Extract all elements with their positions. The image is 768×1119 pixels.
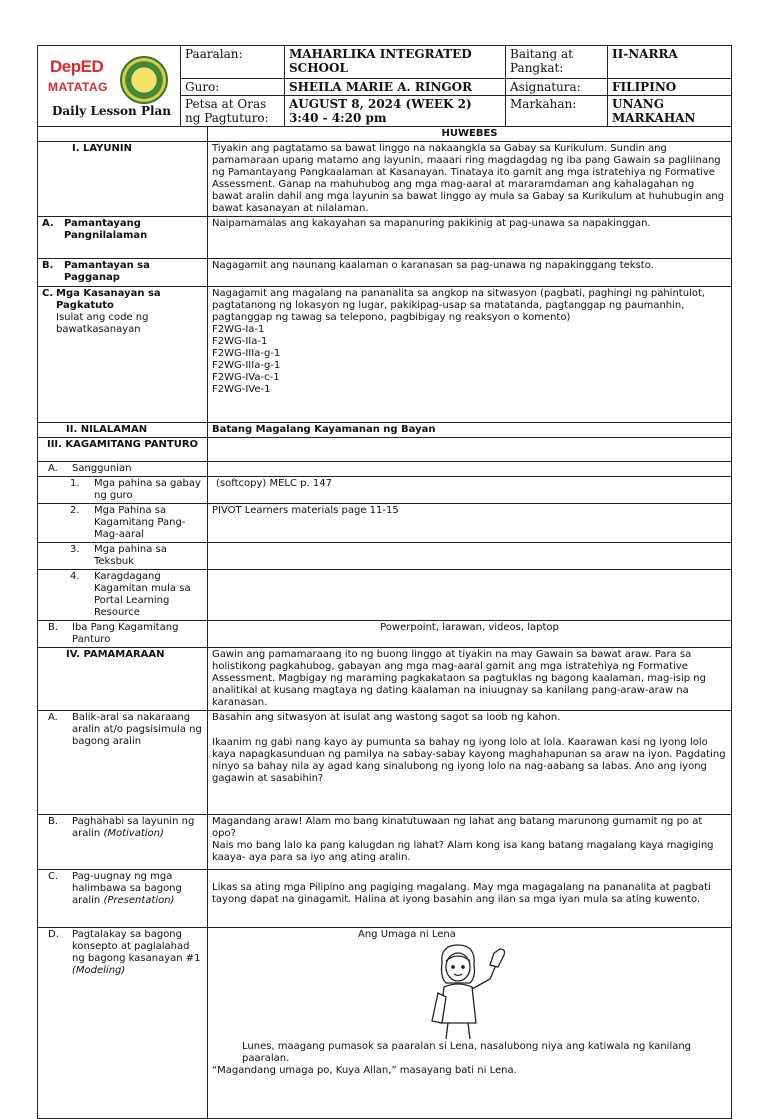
row-letter: D. (48, 929, 59, 940)
row-letter: C. (42, 288, 54, 299)
kasanayan-sub: Isulat ang code ng bawatkasanayan (56, 312, 149, 335)
teksbuk-label (38, 543, 208, 570)
row-letter: B. (48, 816, 59, 827)
kagamitan-value (208, 438, 732, 462)
paghahabi-line: Nais mo bang lalo ka pang kalugdan ng lahat? Alam kong isa kang batang magalang kaya magiging kaaya- aya para sa iyo ang ating aralin. (212, 840, 714, 863)
row-label: Iba Pang Kagamitang Panturo (72, 622, 179, 645)
row-label: Balik-aral sa nakaraang aralin at/o pagsisimula ng bagong aralin (72, 712, 202, 747)
markahan-value: UNANG MARKAHAN (608, 96, 732, 127)
pamamaraan-note: Gawin ang pamamaraang ito ng buong linggo at tiyakin na may Gawain sa bawat araw. Para sa holistikong pagkahubog, gabayan ang mga mag-aaral gamit ang mga istratehiya ng Formative Assessment. Magbigay ng maraming pagkakataon sa pagtuklas ng bagong kaalaman, mag-isip ng analitikal at kusang magtaya ng dating kaalaman na iniuugnay sa kanilang pang-araw-araw na karanasan. (208, 648, 732, 711)
row-label: Sanggunian (72, 463, 132, 474)
main-table (37, 126, 732, 1119)
row-letter: A. (48, 463, 58, 474)
paghahabi-line: Magandang araw! Alam mo bang kinatutuwaan ng lahat ang batang marunong gumamit ng po at opo? (212, 816, 703, 839)
balik-aral-label (38, 711, 208, 815)
pamantayan-pagganap-label (38, 259, 208, 287)
petsa-label: Petsa at Oras ng Pagtuturo: (181, 96, 285, 127)
kasanayan-code: F2WG-IVa-c-1 (212, 372, 280, 383)
deped-logo: DepED (50, 57, 104, 76)
sanggunian-label (38, 462, 208, 477)
row-label: Pag-uugnay ng mga halimbawa sa bagong aralin (72, 871, 182, 906)
teksbuk-value (208, 543, 732, 570)
paaralan-value: MAHARLIKA INTEGRATED SCHOOL (285, 46, 506, 79)
row-label: Paghahabi sa layunin ng aralin (72, 816, 195, 839)
pagtalakay-label (38, 928, 208, 1119)
kagamitang-mag-aaral-value: PIVOT Learners materials page 11-15 (208, 504, 732, 543)
matatag-logo: MATATAG (48, 80, 108, 94)
day-header: HUWEBES (208, 127, 732, 142)
story-paragraph: “Magandang umaga po, Kuya Allan,” masayang bati ni Lena. (212, 1065, 517, 1076)
pamamaraan-label: IV. PAMAMARAAN (38, 648, 208, 711)
row-label: Mga Pahina sa Kagamitang Pang-Mag-aaral (94, 505, 186, 540)
asignatura-value: FILIPINO (608, 79, 732, 96)
pagtalakay-value (208, 928, 732, 1119)
markahan-label: Markahan: (506, 96, 608, 127)
kasanayan-label (38, 287, 208, 423)
kasanayan-code: F2WG-IVe-1 (212, 384, 271, 395)
pamantayang-pangnilalaman-value: Naipamamalas ang kakayahan sa mapanuring pakikinig at pag-unawa sa napakinggan. (208, 217, 732, 259)
kasanayan-value (208, 287, 732, 423)
row-number: 1. (70, 478, 80, 489)
balik-aral-value (208, 711, 732, 815)
row-label: Karagdagang Kagamitan mula sa Portal Learning Resource (94, 571, 191, 618)
document-title: Daily Lesson Plan (52, 104, 172, 118)
row-letter: B. (42, 260, 54, 271)
guro-label: Guro: (181, 79, 285, 96)
sanggunian-value (208, 462, 732, 477)
nilalaman-value: Batang Magalang Kayamanan ng Bayan (208, 423, 732, 438)
row-number: 2. (70, 505, 80, 516)
gabay-guro-value: (softcopy) MELC p. 147 (208, 477, 732, 504)
kagamitan-label: III. KAGAMITANG PANTURO (38, 438, 208, 462)
row-letter: C. (48, 871, 59, 882)
petsa-value (285, 96, 506, 127)
karagdagang-kagamitan-label (38, 570, 208, 621)
kasanayan-code: F2WG-IIIa-g-1 (212, 360, 281, 371)
guro-value: SHEILA MARIE A. RINGOR (285, 79, 506, 96)
layunin-label: I. LAYUNIN (38, 142, 208, 217)
pag-uugnay-value: Likas sa ating mga Pilipino ang pagiging magalang. May mga magagalang na pananalita at pagbati tayong dapat na ginagamit. Halina at iyong basahin ang ilan sa mga iyan mula sa ating kuwento. (208, 870, 732, 928)
row-label: Pamantayang Pangnilalaman (64, 218, 148, 241)
pag-uugnay-label (38, 870, 208, 928)
asignatura-label: Asignatura: (506, 79, 608, 96)
kagamitang-mag-aaral-label (38, 504, 208, 543)
iba-pang-kagamitan-label (38, 621, 208, 648)
petsa-time: 3:40 - 4:20 pm (289, 111, 387, 125)
row-number: 4. (70, 571, 80, 582)
row-label: Pamantayan sa Pagganap (64, 260, 150, 283)
row-letter: A. (42, 218, 54, 229)
logo-cell (38, 46, 181, 127)
paaralan-label: Paaralan: (181, 46, 285, 79)
paghahabi-label (38, 815, 208, 870)
lesson-plan-page (37, 45, 731, 1119)
kasanayan-code: F2WG-Ia-1 (212, 324, 265, 335)
girl-illustration-icon (420, 943, 530, 1041)
nilalaman-label: II. NILALAMAN (38, 423, 208, 438)
row-label: Mga pahina sa gabay ng guro (94, 478, 201, 501)
row-label-italic: (Motivation) (103, 828, 164, 839)
row-label: Mga pahina sa Teksbuk (94, 544, 167, 567)
story-title: Ang Umaga ni Lena (358, 929, 456, 940)
iba-pang-kagamitan-value: Powerpoint, larawan, videos, laptop (208, 621, 732, 648)
story-paragraph: Lunes, maagang pumasok sa paaralan si Lena, nasalubong niya ang katiwala ng kanilang paaralan. (242, 1041, 692, 1064)
school-seal-icon (120, 56, 168, 104)
baitang-value: II-NARRA (608, 46, 732, 79)
karagdagang-kagamitan-value (208, 570, 732, 621)
row-label-italic: (Presentation) (103, 895, 175, 906)
balik-aral-instruction: Basahin ang sitwasyon at isulat ang wastong sagot sa loob ng kahon. (212, 712, 561, 723)
empty-cell (38, 127, 208, 142)
row-label: Pagtalakay sa bagong konsepto at paglalahad ng bagong kasanayan #1 (72, 929, 201, 964)
kasanayan-code: F2WG-IIa-1 (212, 336, 268, 347)
row-label-italic: (Modeling) (72, 965, 126, 976)
petsa-date: AUGUST 8, 2024 (WEEK 2) (289, 97, 472, 111)
baitang-label: Baitang at Pangkat: (506, 46, 608, 79)
girl-waving-illustration (212, 941, 727, 1041)
pamantayang-pangnilalaman-label (38, 217, 208, 259)
gabay-guro-label (38, 477, 208, 504)
balik-aral-situation: Ikaanim ng gabi nang kayo ay pumunta sa bahay ng iyong lolo at lola. Kaarawan kasi ng iyong lolo kaya napagkasunduan ng pamilya na sabay-sabay kayong maghahapunan sa araw na iyon. Pagdating ninyo sa bahay nila ay agad kang sinalubong ng iyong lolo na nag-aabang sa labas. Ano ang iyong gagawin at sasabihin? (212, 737, 726, 784)
paghahabi-value (208, 815, 732, 870)
layunin-note: Tiyakin ang pagtatamo sa bawat linggo na nakaangkla sa Gabay sa Kurikulum. Sundin ang pamamaraan upang matamo ang layunin, maaari ring magdagdag ng iba pang Gawain sa pagliinang ng Pamantayang Pangkaalaman at Kasanayan. Tinataya ito gamit ang mga istratehiya ng Formative Assessment. Ganap na mahuhubog ang mga mag-aaral at mararamdaman ang kahalagahan ng bawat aralin dahil ang mga layunin sa bawat linggo ay mula sa Gabay sa Kurikulum at huhubugin ang bawat kasanayan at nilalaman. (208, 142, 732, 217)
header-table (37, 45, 732, 127)
kasanayan-code: F2WG-IIIa-g-1 (212, 348, 281, 359)
row-number: 3. (70, 544, 80, 555)
pamantayan-pagganap-value: Nagagamit ang naunang kaalaman o karanasan sa pag-unawa ng napakinggang teksto. (208, 259, 732, 287)
kasanayan-text: Nagagamit ang magalang na pananalita sa angkop na sitwasyon (pagbati, paghingi ng pahintulot, pagtatanong ng lokasyon ng lugar, pakikipag-usap sa matatanda, pagtanggap ng paumanhin, pagtanggap ng tawag sa telepono, pagbibigay ng reaksyon o komento) (212, 288, 706, 323)
row-letter: A. (48, 712, 58, 723)
row-letter: B. (48, 622, 59, 633)
row-label: Mga Kasanayan sa Pagkatuto (56, 288, 161, 311)
